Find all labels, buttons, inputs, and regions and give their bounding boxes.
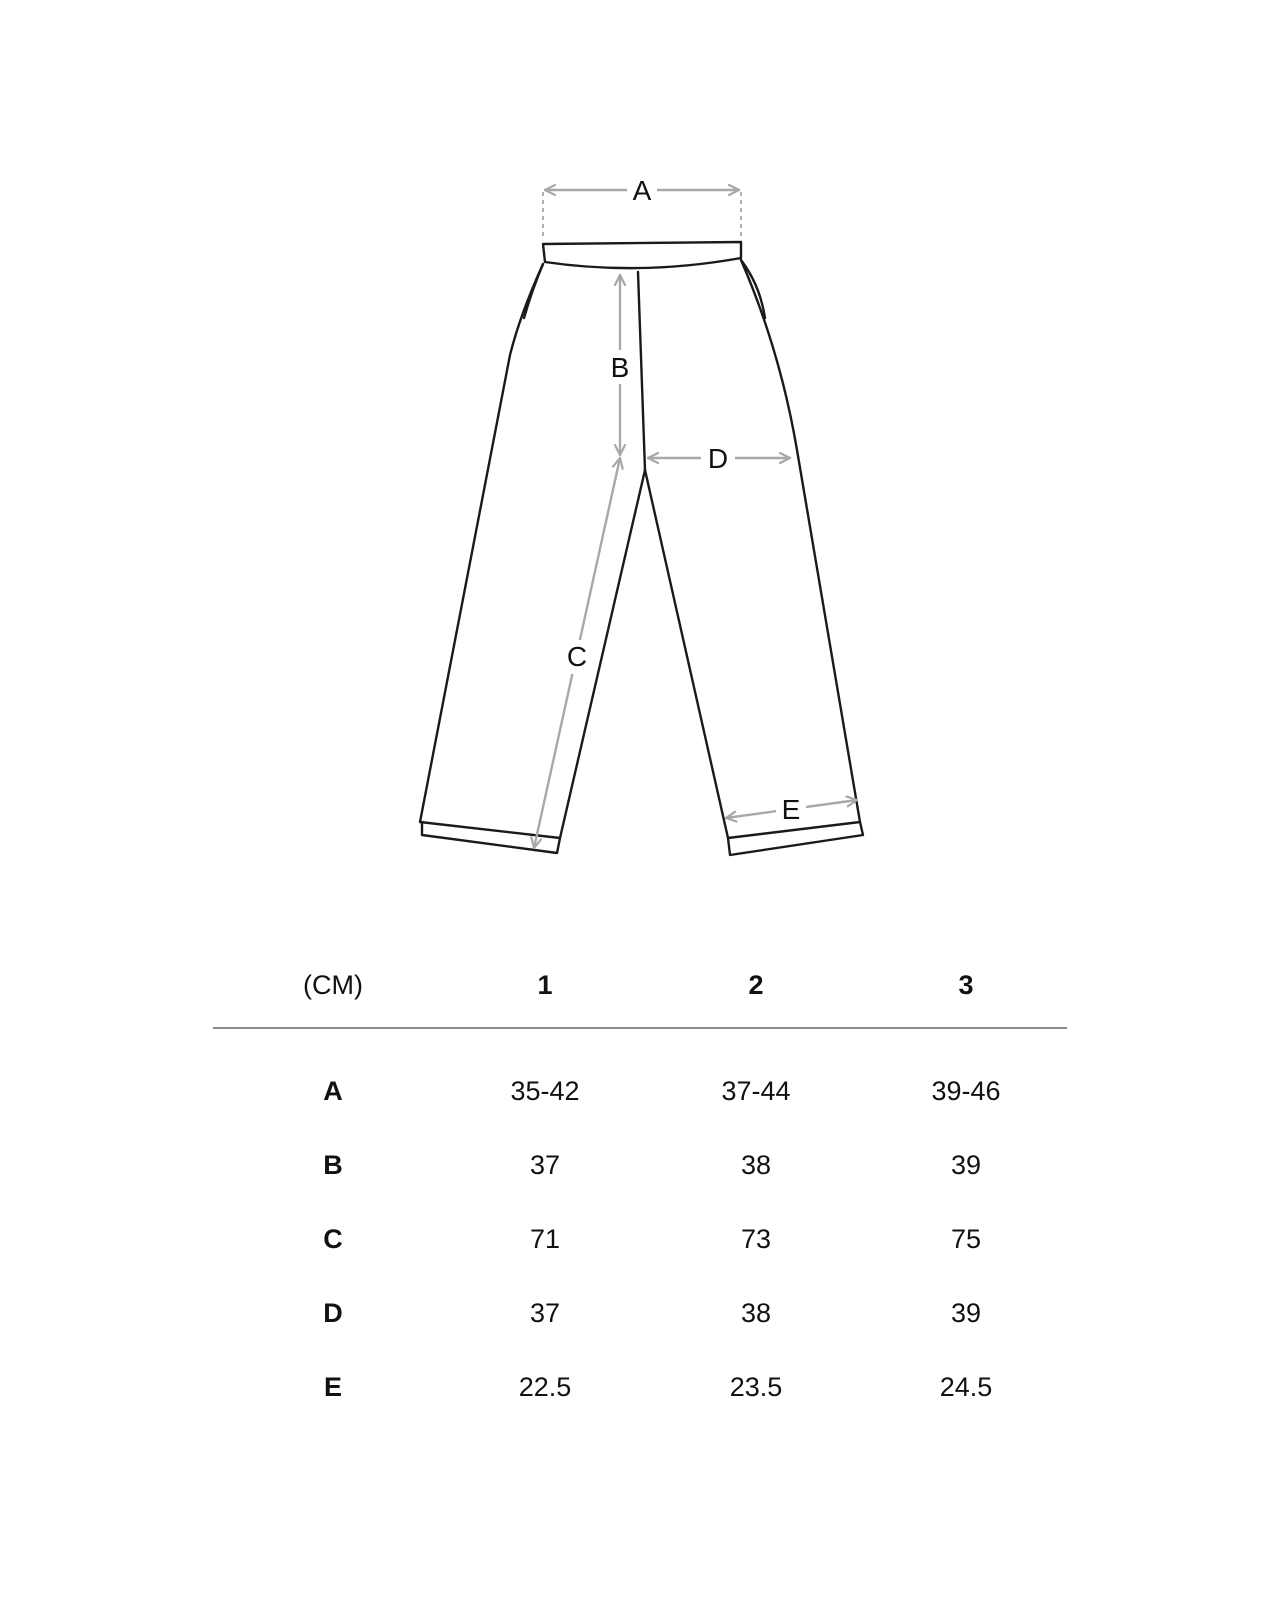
dimension-b: [605, 275, 635, 455]
table-row: [213, 1293, 1067, 1333]
dimension-d-label: D: [707, 443, 729, 474]
right-hem: [728, 822, 863, 855]
table-cell: 39: [950, 1150, 982, 1180]
unit-label: (CM): [303, 970, 363, 1000]
size-column-2: 2: [748, 970, 764, 1000]
table-cell: 39: [950, 1298, 982, 1328]
table-cell: 37: [529, 1150, 561, 1180]
table-row: [213, 1145, 1067, 1185]
dimension-a-label: A: [632, 175, 652, 206]
table-cell: 75: [950, 1224, 982, 1254]
table-cell: 39-46: [931, 1076, 1001, 1106]
table-cell: 73: [740, 1224, 772, 1254]
dimension-d: [648, 440, 790, 474]
right-leg: [645, 260, 860, 838]
table-cell: 37-44: [721, 1076, 791, 1106]
table-cell: 71: [529, 1224, 561, 1254]
row-label: B: [323, 1150, 343, 1180]
table-row: [213, 1219, 1067, 1259]
row-label: E: [323, 1372, 342, 1402]
dimension-a: [543, 172, 741, 238]
size-column-3: 3: [958, 970, 974, 1000]
dimension-e: [726, 792, 857, 826]
pants-outline: [420, 242, 863, 855]
dimension-c: [534, 458, 620, 848]
header-divider: [213, 1027, 1067, 1029]
table-row: [213, 1071, 1067, 1111]
row-label: A: [323, 1076, 343, 1106]
table-cell: 35-42: [510, 1076, 580, 1106]
table-cell: 22.5: [518, 1372, 572, 1402]
table-cell: 24.5: [939, 1372, 993, 1402]
waistband: [543, 242, 741, 268]
table-cell: 38: [740, 1150, 772, 1180]
row-label: D: [323, 1298, 343, 1328]
table-header-row: [213, 965, 1067, 1005]
row-label: C: [323, 1224, 343, 1254]
table-row: [213, 1367, 1067, 1407]
table-cell: 37: [529, 1298, 561, 1328]
size-table: [213, 965, 1067, 1441]
dimension-e-label: E: [781, 794, 801, 825]
dimension-b-label: B: [610, 352, 630, 383]
dimension-c-label: C: [566, 641, 588, 672]
center-seam: [638, 272, 645, 470]
table-cell: 23.5: [729, 1372, 783, 1402]
table-cell: 38: [740, 1298, 772, 1328]
size-column-1: 1: [537, 970, 553, 1000]
